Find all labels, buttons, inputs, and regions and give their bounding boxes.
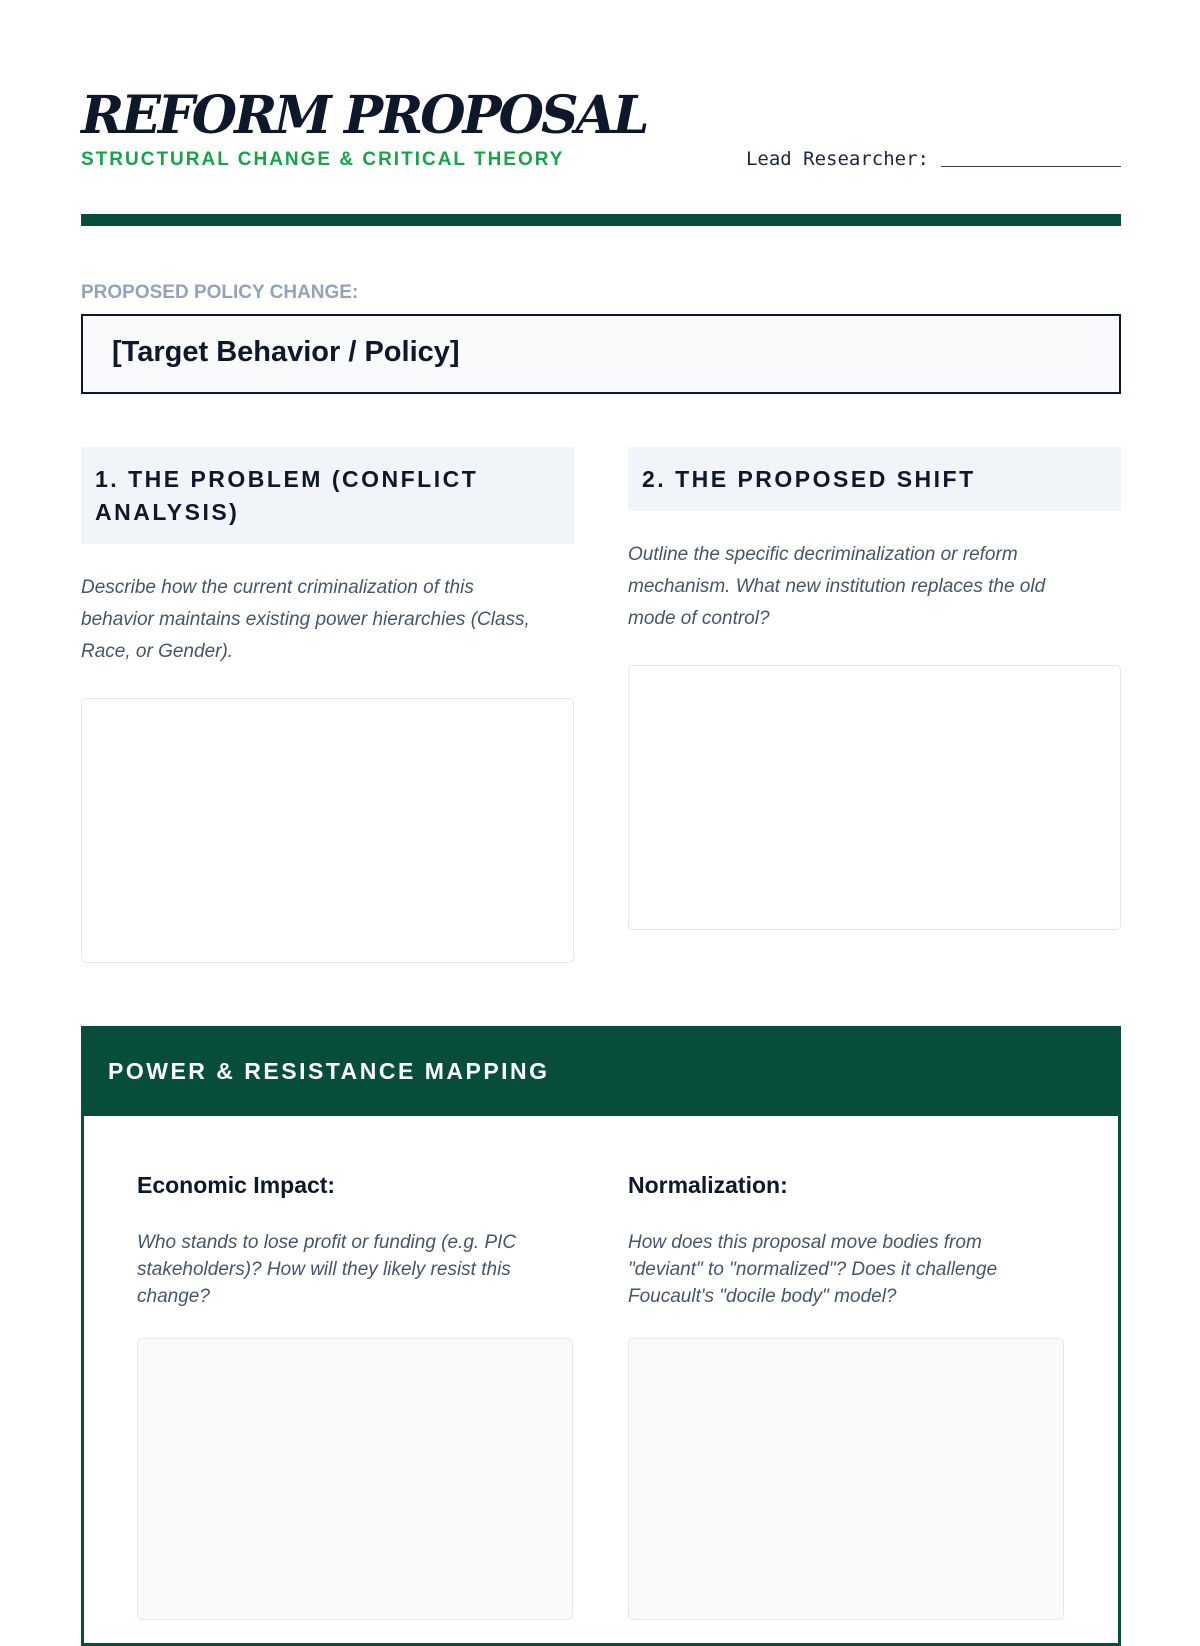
- normalization-description: How does this proposal move bodies from "deviant" to "normalized"? Does it challenge Foucault's "docile body" model?: [628, 1232, 998, 1307]
- economic-impact-block: [137, 1171, 573, 1620]
- shift-section: [628, 447, 1121, 930]
- document-subtitle: STRUCTURAL CHANGE & CRITICAL THEORY: [81, 149, 565, 170]
- document-title: REFORM PROPOSAL: [81, 85, 647, 146]
- lead-researcher-label: Lead Researcher:: [745, 148, 929, 170]
- economic-impact-description: Who stands to lose profit or funding (e.g. PIC stakeholders)? How will they likely resist this change?: [137, 1232, 517, 1307]
- shift-answer-box[interactable]: [628, 665, 1121, 930]
- power-resistance-title: POWER & RESISTANCE MAPPING: [108, 1058, 550, 1084]
- problem-heading: 1. THE PROBLEM (CONFLICT ANALYSIS): [81, 447, 574, 544]
- power-resistance-section: [81, 1026, 1121, 1646]
- problem-answer-box[interactable]: [81, 698, 574, 963]
- policy-change-field[interactable]: [81, 314, 1121, 394]
- normalization-answer-box[interactable]: [628, 1338, 1064, 1620]
- shift-description: Outline the specific decriminalization or reform mechanism. What new institution replaces the old mode of control?: [628, 544, 1046, 629]
- normalization-block: [628, 1171, 1064, 1620]
- policy-change-value: [Target Behavior / Policy]: [112, 336, 460, 368]
- document-header: [81, 84, 1121, 174]
- header-divider: [81, 214, 1121, 226]
- lead-researcher-blank[interactable]: [941, 150, 1121, 167]
- policy-change-label: PROPOSED POLICY CHANGE:: [81, 282, 359, 303]
- economic-impact-answer-box[interactable]: [137, 1338, 573, 1620]
- problem-description: Describe how the current criminalization of this behavior maintains existing power hierarchies (Class, Race, or Gender).: [81, 577, 530, 662]
- power-resistance-header: [84, 1029, 1118, 1116]
- normalization-title: Normalization:: [628, 1172, 788, 1198]
- lead-researcher-field[interactable]: [746, 148, 1121, 170]
- problem-section: [81, 447, 574, 963]
- economic-impact-title: Economic Impact:: [137, 1172, 336, 1198]
- shift-heading: 2. THE PROPOSED SHIFT: [628, 447, 1121, 511]
